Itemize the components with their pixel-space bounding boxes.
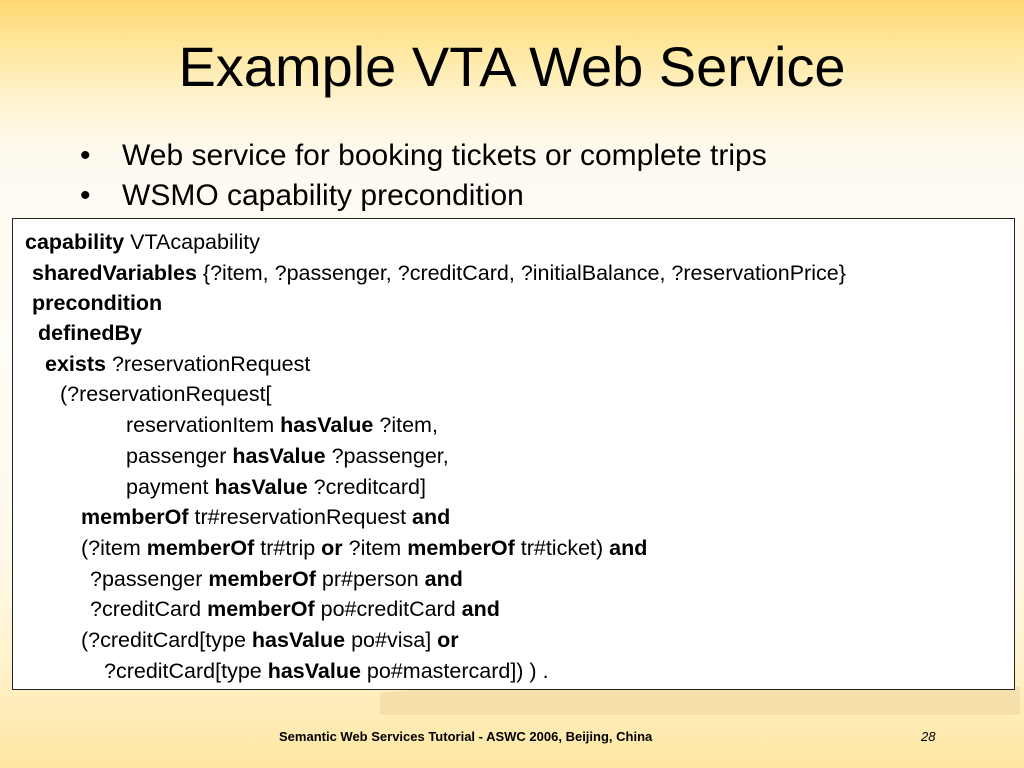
code-line [126,412,438,438]
code-line [126,474,426,500]
bullet-marker: • [80,139,91,172]
code-text: (?creditCard[type [81,628,252,652]
code-keyword: capability [25,230,125,254]
code-line [81,504,450,530]
code-keyword: hasValue [214,475,308,499]
code-line [60,381,272,407]
code-keyword: exists [45,352,106,376]
code-keyword: memberOf [207,597,315,621]
bullet-item [80,176,767,216]
code-text: ?creditCard [90,597,208,621]
code-text: VTAcapability [124,230,261,254]
bullet-marker: • [80,179,91,212]
code-text: pr#person [315,567,425,591]
code-keyword: and [424,567,463,591]
bullet-list [80,136,767,216]
code-line [25,229,260,255]
code-listing-box [12,218,1015,690]
code-line [81,627,459,653]
slide-title: Example VTA Web Service [178,35,846,98]
code-keyword: hasValue [280,413,374,437]
code-text: ?passenger, [325,444,449,468]
code-text: ?passenger [90,567,209,591]
code-text: ?creditcard] [307,475,426,499]
code-line [81,535,647,561]
code-text: ?item [342,536,408,560]
code-text: reservationItem [126,413,281,437]
code-line [32,290,162,316]
code-text: ?creditCard[type [104,659,268,683]
code-line [90,596,500,622]
code-keyword: definedBy [38,321,142,345]
code-text: tr#trip [254,536,322,560]
footer-text: Semantic Web Services Tutorial - ASWC 2006, Beijing, China [279,729,653,744]
code-text: tr#reservationRequest [188,505,413,529]
code-text: ?item, [373,413,438,437]
bullet-item [80,136,767,176]
page-number: 28 [921,729,936,744]
code-keyword: and [609,536,648,560]
code-line [90,566,463,592]
code-text: po#visa] [345,628,438,652]
code-line [126,443,449,469]
code-text: (?reservationRequest[ [60,382,272,406]
code-text: passenger [126,444,233,468]
code-text: po#mastercard]) ) . [360,659,549,683]
code-keyword: sharedVariables [32,261,197,285]
code-text: (?item [81,536,147,560]
code-keyword: hasValue [232,444,326,468]
code-keyword: hasValue [267,659,361,683]
code-text: {?item, ?passenger, ?creditCard, ?initialBalance, ?reservationPrice} [196,261,846,285]
code-keyword: memberOf [407,536,515,560]
code-keyword: or [321,536,343,560]
code-text: ?reservationRequest [105,352,311,376]
bullet-text: Web service for booking tickets or complete trips [122,139,767,172]
code-line [32,260,846,286]
code-text: tr#ticket) [514,536,610,560]
code-keyword: and [412,505,451,529]
code-keyword: memberOf [146,536,255,560]
code-keyword: hasValue [251,628,346,652]
code-keyword: memberOf [81,505,189,529]
code-line [45,351,310,377]
code-keyword: precondition [32,291,163,315]
code-text: payment [126,475,215,499]
code-text: po#creditCard [314,597,462,621]
code-keyword: and [461,597,500,621]
slide-footer [0,729,1024,749]
code-line [104,658,549,684]
code-line [38,320,142,346]
code-keyword: or [437,628,459,652]
code-keyword: memberOf [208,567,316,591]
bullet-text: WSMO capability precondition [122,179,524,212]
